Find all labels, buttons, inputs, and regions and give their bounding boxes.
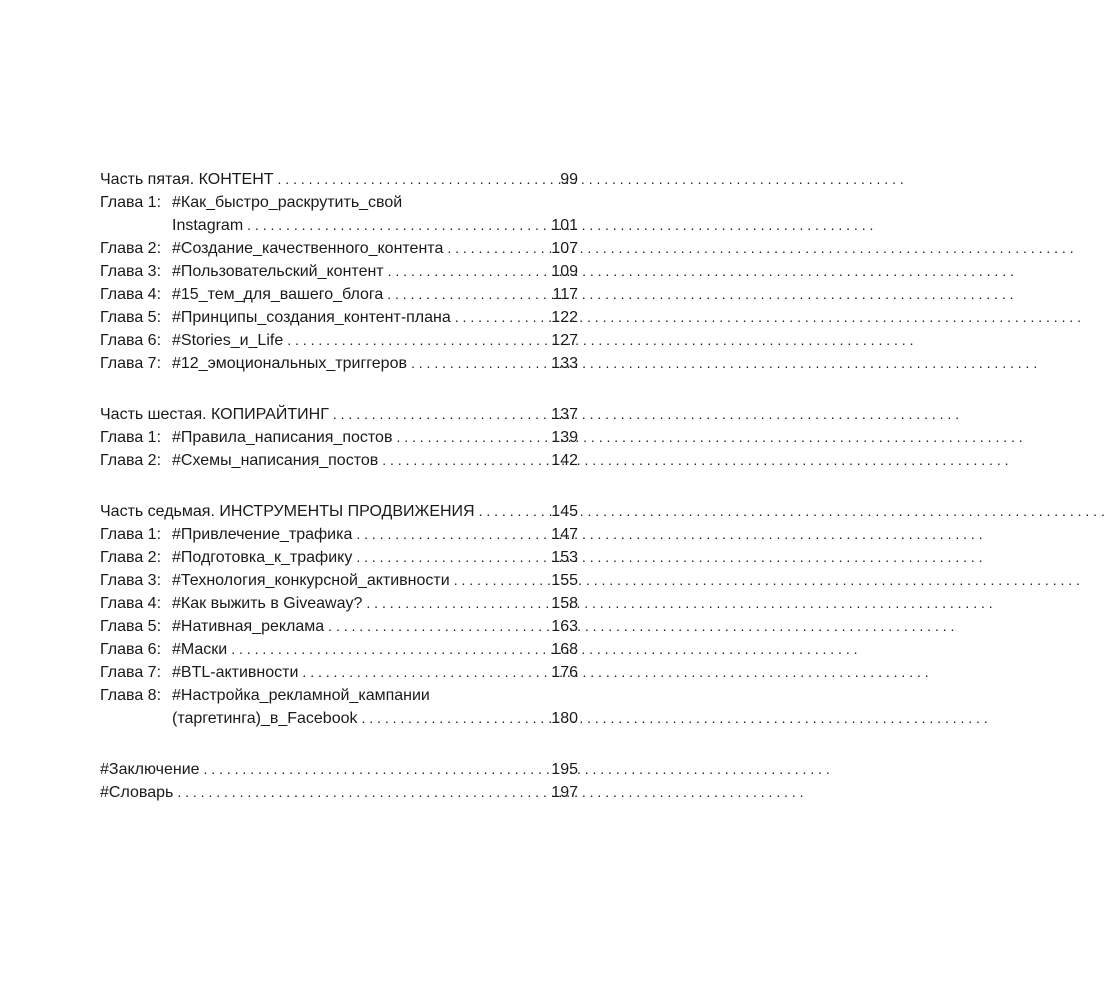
- appendix-row: [100, 781, 578, 804]
- page-number: 137: [551, 406, 578, 423]
- dot-leader: [177, 781, 549, 804]
- chapter-row: [100, 661, 578, 684]
- page-number: 145: [551, 503, 578, 520]
- appendix-row: [100, 758, 578, 781]
- chapter-label: Глава 4:: [100, 286, 162, 303]
- chapter-row: [100, 191, 578, 214]
- chapter-label: Глава 2:: [100, 452, 162, 469]
- page-number: 155: [551, 572, 578, 589]
- chapter-row: [100, 352, 578, 375]
- chapter-row: [100, 684, 578, 707]
- page-number: 158: [551, 595, 578, 612]
- chapter-title: #12_эмоциональных_триггеров: [172, 355, 407, 372]
- chapter-title: (таргетинга)_в_Facebook: [172, 710, 358, 727]
- chapter-title: #Нативная_реклама: [172, 618, 325, 635]
- chapter-label: Глава 8:: [100, 687, 162, 704]
- page-number: 117: [552, 286, 578, 303]
- chapter-label: Глава 1:: [100, 429, 162, 446]
- chapter-label: Глава 3:: [100, 263, 162, 280]
- dot-leader: [231, 638, 549, 661]
- chapter-title: #Принципы_создания_контент-плана: [172, 309, 451, 326]
- chapter-title: #Привлечение_трафика: [172, 526, 353, 543]
- dot-leader: [396, 426, 549, 449]
- chapter-label: Глава 1:: [100, 194, 162, 211]
- page-number: 180: [551, 710, 578, 727]
- dot-leader: [247, 214, 549, 237]
- part-title: Часть пятая. КОНТЕНТ: [100, 171, 274, 188]
- chapter-label: Глава 5:: [100, 309, 162, 326]
- dot-leader: [479, 500, 550, 523]
- dot-leader: [387, 283, 550, 306]
- chapter-row-continued: [100, 214, 578, 237]
- chapter-title: #BTL-активности: [172, 664, 299, 681]
- page-number: 197: [551, 784, 578, 801]
- part-title: Часть седьмая. ИНСТРУМЕНТЫ ПРОДВИЖЕНИЯ: [100, 503, 475, 520]
- chapter-row: [100, 569, 578, 592]
- toc-section: [100, 403, 578, 472]
- chapter-title: #Подготовка_к_трафику: [172, 549, 353, 566]
- page-number: 195: [551, 761, 578, 778]
- chapter-label: Глава 2:: [100, 240, 162, 257]
- chapter-title: #Создание_качественного_контента: [172, 240, 444, 257]
- page-number: 176: [551, 664, 578, 681]
- page-number: 127: [551, 332, 578, 349]
- dot-leader: [382, 449, 549, 472]
- chapter-row: [100, 329, 578, 352]
- dot-leader: [328, 615, 549, 638]
- chapter-row: [100, 523, 578, 546]
- toc-section: [100, 168, 578, 375]
- appendix-title: #Заключение: [100, 761, 200, 778]
- chapter-row: [100, 638, 578, 661]
- chapter-title: #Пользовательский_контент: [172, 263, 384, 280]
- chapter-label: Глава 6:: [100, 641, 162, 658]
- chapter-row: [100, 449, 578, 472]
- chapter-row: [100, 260, 578, 283]
- dot-leader: [356, 546, 549, 569]
- chapter-row: [100, 546, 578, 569]
- part-heading-row: [100, 403, 578, 426]
- dot-leader: [333, 403, 549, 426]
- page-number: 109: [551, 263, 578, 280]
- chapter-row: [100, 615, 578, 638]
- chapter-row: [100, 592, 578, 615]
- page-number: 107: [551, 240, 578, 257]
- page-number: 147: [551, 526, 578, 543]
- part-heading-row: [100, 500, 578, 523]
- dot-leader: [362, 707, 550, 730]
- dot-leader: [356, 523, 549, 546]
- chapter-label: Глава 3:: [100, 572, 162, 589]
- dot-leader: [302, 661, 549, 684]
- chapter-label: Глава 6:: [100, 332, 162, 349]
- chapter-row: [100, 283, 578, 306]
- page-number: 139: [551, 429, 578, 446]
- appendix-title: #Словарь: [100, 784, 174, 801]
- chapter-title-line: #Как_быстро_раскрутить_свой: [172, 194, 403, 211]
- chapter-title: #Как выжить в Giveaway?: [172, 595, 363, 612]
- page-number: 99: [560, 171, 578, 188]
- chapter-title: Instagram: [172, 217, 244, 234]
- chapter-label: Глава 7:: [100, 664, 162, 681]
- dot-leader: [204, 758, 550, 781]
- dot-leader: [454, 569, 550, 592]
- page-number: 163: [551, 618, 578, 635]
- table-of-contents: [100, 168, 578, 832]
- page-number: 133: [551, 355, 578, 372]
- toc-section: [100, 500, 578, 730]
- page-number: 168: [551, 641, 578, 658]
- dot-leader: [411, 352, 549, 375]
- page-number: 153: [551, 549, 578, 566]
- dot-leader: [388, 260, 550, 283]
- dot-leader: [366, 592, 549, 615]
- chapter-label: Глава 1:: [100, 526, 162, 543]
- chapter-title: #15_тем_для_вашего_блога: [172, 286, 384, 303]
- dot-leader: [287, 329, 549, 352]
- dot-leader: [447, 237, 549, 260]
- toc-section: [100, 758, 578, 804]
- page-number: 122: [551, 309, 578, 326]
- page-number: 101: [551, 217, 578, 234]
- page-number: 142: [551, 452, 578, 469]
- chapter-row-continued: [100, 707, 578, 730]
- chapter-title: #Маски: [172, 641, 228, 658]
- chapter-label: Глава 4:: [100, 595, 162, 612]
- chapter-title: #Схемы_написания_постов: [172, 452, 379, 469]
- chapter-title: #Технология_конкурсной_активности: [172, 572, 450, 589]
- chapter-label: Глава 7:: [100, 355, 162, 372]
- dot-leader: [278, 168, 559, 191]
- part-title: Часть шестая. КОПИРАЙТИНГ: [100, 406, 329, 423]
- chapter-title: #Правила_написания_постов: [172, 429, 393, 446]
- dot-leader: [455, 306, 550, 329]
- chapter-title-line: #Настройка_рекламной_кампании: [172, 687, 430, 704]
- chapter-row: [100, 426, 578, 449]
- chapter-label: Глава 2:: [100, 549, 162, 566]
- chapter-row: [100, 237, 578, 260]
- chapter-title: #Stories_и_Life: [172, 332, 284, 349]
- chapter-label: Глава 5:: [100, 618, 162, 635]
- chapter-row: [100, 306, 578, 329]
- part-heading-row: [100, 168, 578, 191]
